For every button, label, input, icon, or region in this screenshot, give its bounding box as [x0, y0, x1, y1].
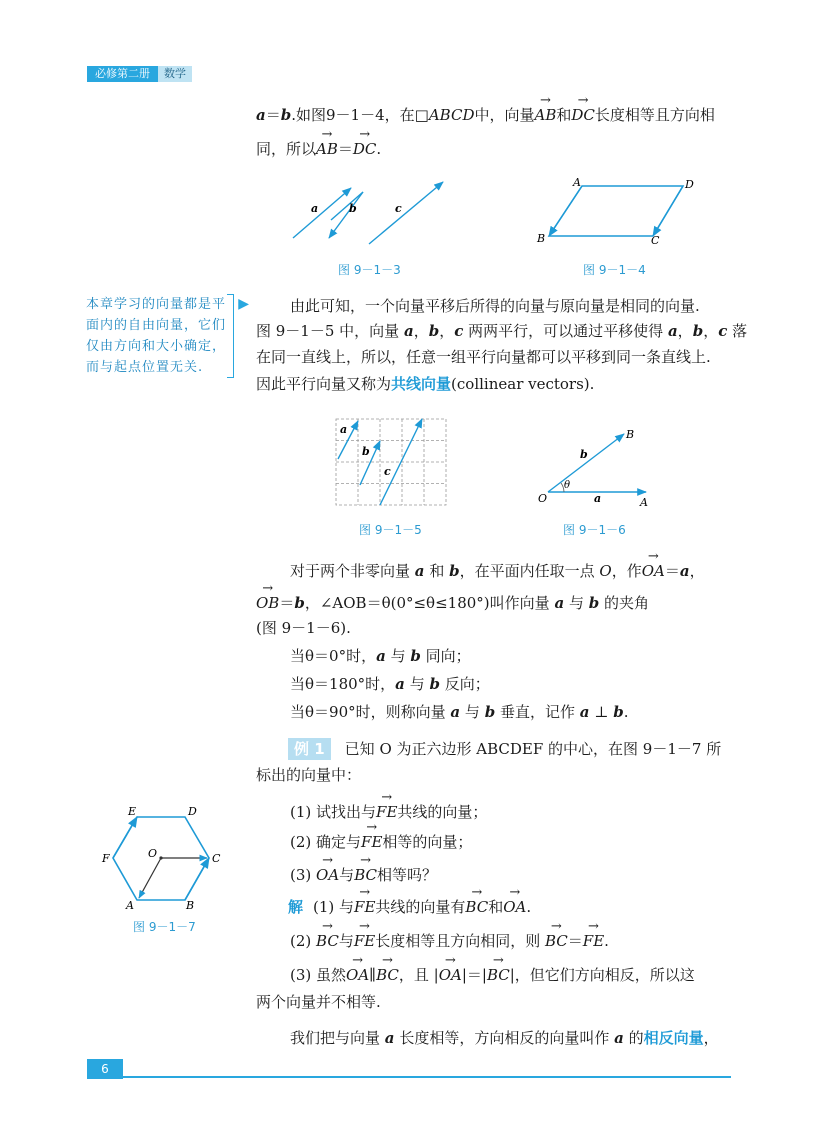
caption-9-1-7: 图 9－1－7: [133, 920, 196, 934]
svg-text:a: a: [340, 423, 348, 436]
label-c: c: [395, 202, 402, 215]
paragraph-line: 我们把与向量 a 长度相等，方向相反的向量叫作 a 的相反向量，: [290, 1029, 719, 1047]
paragraph-line: 在同一直线上，所以，任意一组平行向量都可以平移到同一条直线上.: [256, 348, 711, 366]
vector-OA-arrow: [139, 858, 161, 898]
svg-text:a: a: [594, 492, 602, 505]
case-line: 当θ＝0°时，a 与 b 同向；: [290, 647, 471, 665]
svg-text:B: B: [186, 899, 195, 912]
svg-text:C: C: [212, 852, 221, 865]
vector-BC-arrow: [185, 858, 209, 900]
example-badge: 例 1: [288, 738, 331, 760]
figure-9-1-4: [535, 178, 705, 250]
question-line: (3) → OA与→ BC相等吗？: [290, 864, 437, 886]
paragraph-line: (图 9－1－6).: [256, 619, 351, 637]
question-line: (1) 试找出与→ FE共线的向量；: [290, 801, 487, 823]
vector-DC-arrow: [653, 186, 683, 236]
paragraph-line: a＝b.如图9－1－4，在□ABCD中，向量→ AB和→ DC长度相等且方向相: [256, 104, 715, 126]
case-line: 当θ＝180°时，a 与 b 反向；: [290, 675, 490, 693]
paragraph-line: 由此可知，一个向量平移后所得的向量与原向量是相同的向量.: [290, 297, 700, 315]
caption-9-1-3: 图 9－1－3: [338, 263, 401, 277]
page-number: 6: [87, 1059, 123, 1079]
svg-text:A: A: [640, 496, 648, 509]
caption-9-1-5: 图 9－1－5: [359, 523, 422, 537]
svg-text:E: E: [128, 805, 137, 818]
question-line: (2) 确定与→ FE相等的向量；: [290, 831, 472, 853]
svg-text:D: D: [188, 805, 197, 818]
svg-text:C: C: [651, 234, 660, 247]
paragraph-line: 因此平行向量又称为共线向量(collinear vectors).: [256, 375, 595, 393]
svg-text:O: O: [148, 847, 158, 860]
figure-9-1-5: [336, 419, 448, 509]
vector-b-arrow: [548, 434, 624, 492]
book-title: 必修第二册: [87, 66, 158, 82]
solution-line: (2) → BC与→ FE长度相等且方向相同，则 → BC＝→ FE.: [290, 930, 609, 952]
label-a: a: [311, 202, 319, 215]
page-footer: [87, 1059, 731, 1079]
svg-text:D: D: [685, 178, 694, 191]
svg-text:θ: θ: [564, 480, 571, 491]
svg-text:O: O: [538, 492, 548, 505]
example-line: 标出的向量中：: [256, 766, 362, 784]
solution-line: 两个向量并不相等.: [256, 993, 381, 1011]
case-line: 当θ＝90°时，则称向量 a 与 b 垂直，记作 a ⊥ b.: [290, 703, 629, 721]
example-line: 例 1 已知 O 为正六边形 ABCDEF 的中心，在图 9－1－7 所: [288, 738, 721, 760]
paragraph-line: 图 9－1－5 中，向量 a，b，c 两两平行，可以通过平移使得 a，b，c 落: [256, 322, 748, 340]
svg-text:c: c: [384, 465, 391, 478]
solution-line: 解 (1) 与→ FE共线的向量有→ BC和→ OA.: [288, 896, 531, 918]
paragraph-line: 对于两个非零向量 a 和 b，在平面内任取一点 O，作→ OA＝a，: [290, 560, 705, 582]
vector-FE-arrow: [113, 817, 137, 858]
figure-9-1-6: [536, 426, 666, 516]
svg-text:A: A: [126, 899, 134, 912]
label-b: b: [349, 202, 357, 215]
svg-text:B: B: [626, 428, 635, 441]
vector-b-arrow-2: [329, 192, 363, 238]
page-header: [87, 66, 192, 82]
svg-text:F: F: [102, 852, 110, 865]
subject-label: 数学: [158, 66, 192, 82]
caption-9-1-6: 图 9－1－6: [563, 523, 626, 537]
sidenote: 本章学习的向量都是平面内的自由向量，它们仅由方向和大小确定，而与起点位置无关. ▶: [86, 294, 226, 378]
solution-label: 解: [288, 898, 304, 916]
vector-c-arrow: [369, 182, 443, 244]
svg-text:A: A: [573, 176, 581, 189]
caption-9-1-4: 图 9－1－4: [583, 263, 646, 277]
vector-a-arrow: [293, 188, 351, 238]
svg-text:b: b: [362, 445, 370, 458]
svg-text:b: b: [580, 448, 588, 461]
vector-AB-arrow: [549, 186, 582, 236]
paragraph-line: → OB＝b，∠AOB＝θ(0°≤θ≤180°)叫作向量 a 与 b 的夹角: [256, 592, 649, 614]
figure-9-1-3: [285, 180, 455, 250]
svg-text:B: B: [537, 232, 546, 245]
figure-9-1-7: [100, 805, 230, 915]
solution-line: (3) 虽然→ OA∥→ BC，且 |→ OA|＝|→ BC|，但它们方向相反，所以这: [290, 964, 695, 986]
paragraph-line: 同，所以→ AB＝→ DC.: [256, 138, 381, 160]
vector-b-arrow: [331, 192, 363, 220]
triangle-right-icon: ▶: [238, 296, 250, 312]
